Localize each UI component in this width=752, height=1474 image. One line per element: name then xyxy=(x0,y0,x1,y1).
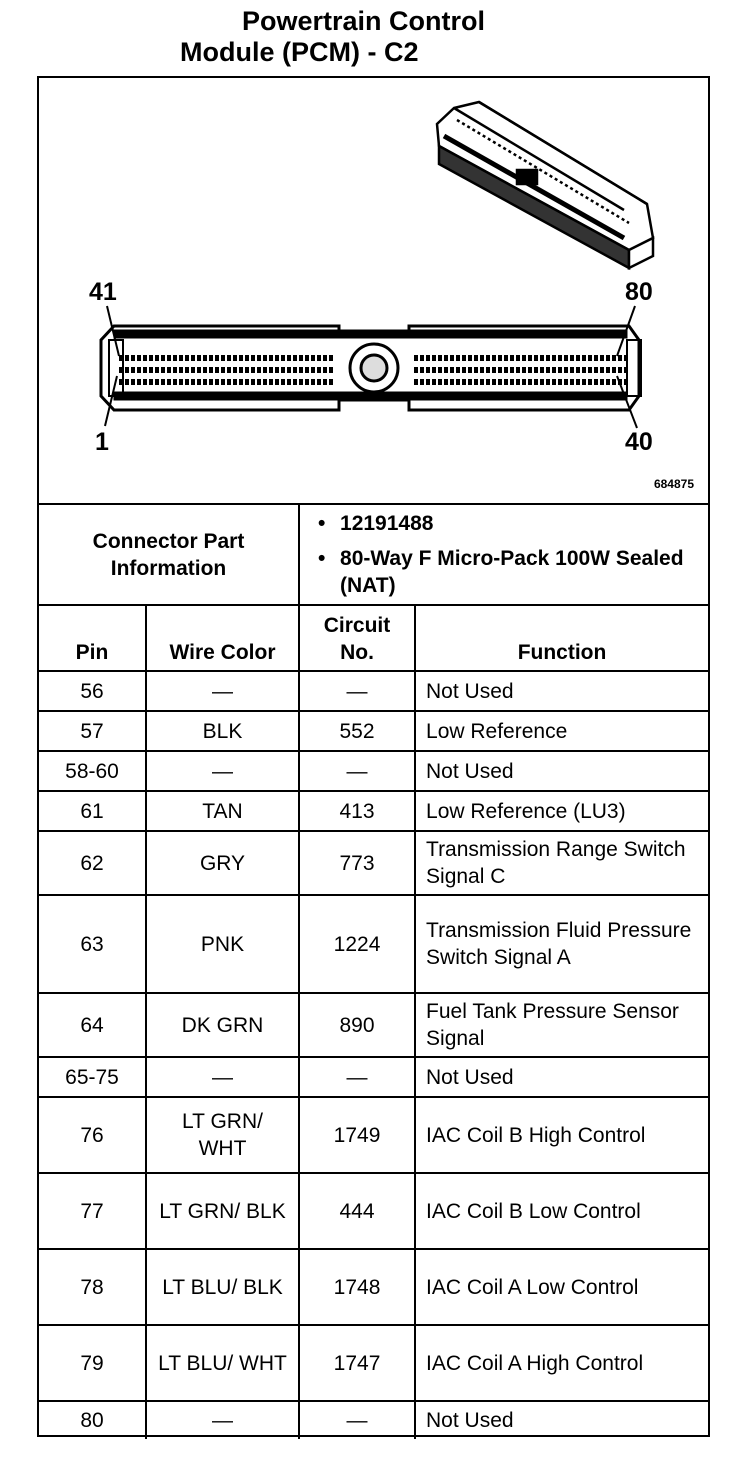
circuit-cell: 1748 xyxy=(299,1249,415,1325)
circuit-cell: 890 xyxy=(299,993,415,1057)
table-row xyxy=(39,1249,708,1325)
wire-color-cell: LT GRN/ WHT xyxy=(146,1097,299,1173)
circuit-cell: — xyxy=(299,1057,415,1097)
connector-info-row xyxy=(39,505,708,605)
pin-cell: 80 xyxy=(39,1401,146,1439)
header-circuit: Circuit No. xyxy=(299,605,415,671)
pin-label-80: 80 xyxy=(625,278,653,306)
table-row xyxy=(39,1173,708,1249)
pin-cell: 58-60 xyxy=(39,751,146,791)
function-cell: IAC Coil B High Control xyxy=(415,1097,708,1173)
function-cell: Low Reference (LU3) xyxy=(415,791,708,831)
table-row xyxy=(39,751,708,791)
function-cell: IAC Coil A Low Control xyxy=(415,1249,708,1325)
function-cell: Low Reference xyxy=(415,711,708,751)
circuit-cell: 444 xyxy=(299,1173,415,1249)
function-cell: Fuel Tank Pressure Sensor Signal xyxy=(415,993,708,1057)
connector-info-label: Connector Part Information xyxy=(39,505,299,605)
pin-cell: 63 xyxy=(39,895,146,993)
pin-cell: 61 xyxy=(39,791,146,831)
wire-color-cell: — xyxy=(146,1057,299,1097)
table-row xyxy=(39,895,708,993)
wire-color-cell: — xyxy=(146,671,299,711)
circuit-cell: — xyxy=(299,671,415,711)
wire-color-cell: DK GRN xyxy=(146,993,299,1057)
title-line-2: Module (PCM) - C2 xyxy=(180,37,419,67)
table-row xyxy=(39,831,708,895)
header-wire-color: Wire Color xyxy=(146,605,299,671)
wire-color-cell: TAN xyxy=(146,791,299,831)
circuit-cell: 773 xyxy=(299,831,415,895)
page-title xyxy=(180,6,600,68)
table-row xyxy=(39,1097,708,1173)
function-cell: Not Used xyxy=(415,1057,708,1097)
table-row xyxy=(39,671,708,711)
wire-color-cell: LT BLU/ BLK xyxy=(146,1249,299,1325)
table-row xyxy=(39,1325,708,1401)
pin-cell: 57 xyxy=(39,711,146,751)
connector-sheet xyxy=(37,76,710,1437)
function-cell: Transmission Fluid Pressure Switch Signal A xyxy=(415,895,708,993)
header-function: Function xyxy=(415,605,708,671)
pin-cell: 77 xyxy=(39,1173,146,1249)
circuit-cell: 552 xyxy=(299,711,415,751)
wire-color-cell: LT BLU/ WHT xyxy=(146,1325,299,1401)
pin-label-1: 1 xyxy=(95,428,109,456)
pin-cell: 64 xyxy=(39,993,146,1057)
wire-color-cell: LT GRN/ BLK xyxy=(146,1173,299,1249)
function-cell: Transmission Range Switch Signal C xyxy=(415,831,708,895)
pinout-table xyxy=(39,505,708,1439)
circuit-cell: 1747 xyxy=(299,1325,415,1401)
function-cell: Not Used xyxy=(415,671,708,711)
circuit-cell: 413 xyxy=(299,791,415,831)
table-row xyxy=(39,791,708,831)
table-header-row xyxy=(39,605,708,671)
circuit-cell: — xyxy=(299,751,415,791)
title-line-1: Powertrain Control xyxy=(242,6,486,36)
circuit-cell: 1224 xyxy=(299,895,415,993)
pin-label-41: 41 xyxy=(89,278,117,306)
circuit-cell: — xyxy=(299,1401,415,1439)
function-cell: Not Used xyxy=(415,751,708,791)
function-cell: Not Used xyxy=(415,1401,708,1439)
table-row xyxy=(39,993,708,1057)
table-row xyxy=(39,1401,708,1439)
connector-part-number: • 12191488 xyxy=(340,510,698,537)
pin-cell: 65-75 xyxy=(39,1057,146,1097)
header-pin: Pin xyxy=(39,605,146,671)
pin-cell: 78 xyxy=(39,1249,146,1325)
pin-cell: 56 xyxy=(39,671,146,711)
wire-color-cell: PNK xyxy=(146,895,299,993)
wire-color-cell: — xyxy=(146,1401,299,1439)
pin-cell: 76 xyxy=(39,1097,146,1173)
wire-color-cell: GRY xyxy=(146,831,299,895)
connector-illustration xyxy=(39,78,708,503)
pin-label-40: 40 xyxy=(625,428,653,456)
connector-description: • 80-Way F Micro-Pack 100W Sealed (NAT) xyxy=(340,545,698,599)
function-cell: IAC Coil B Low Control xyxy=(415,1173,708,1249)
pin-cell: 79 xyxy=(39,1325,146,1401)
wire-color-cell: — xyxy=(146,751,299,791)
connector-3d-icon xyxy=(437,102,653,268)
table-row xyxy=(39,1057,708,1097)
pin-cell: 62 xyxy=(39,831,146,895)
figure-id: 684875 xyxy=(653,477,694,491)
connector-info-items xyxy=(299,505,708,605)
circuit-cell: 1749 xyxy=(299,1097,415,1173)
function-cell: IAC Coil A High Control xyxy=(415,1325,708,1401)
wire-color-cell: BLK xyxy=(146,711,299,751)
table-row xyxy=(39,711,708,751)
connector-diagram xyxy=(39,78,708,505)
